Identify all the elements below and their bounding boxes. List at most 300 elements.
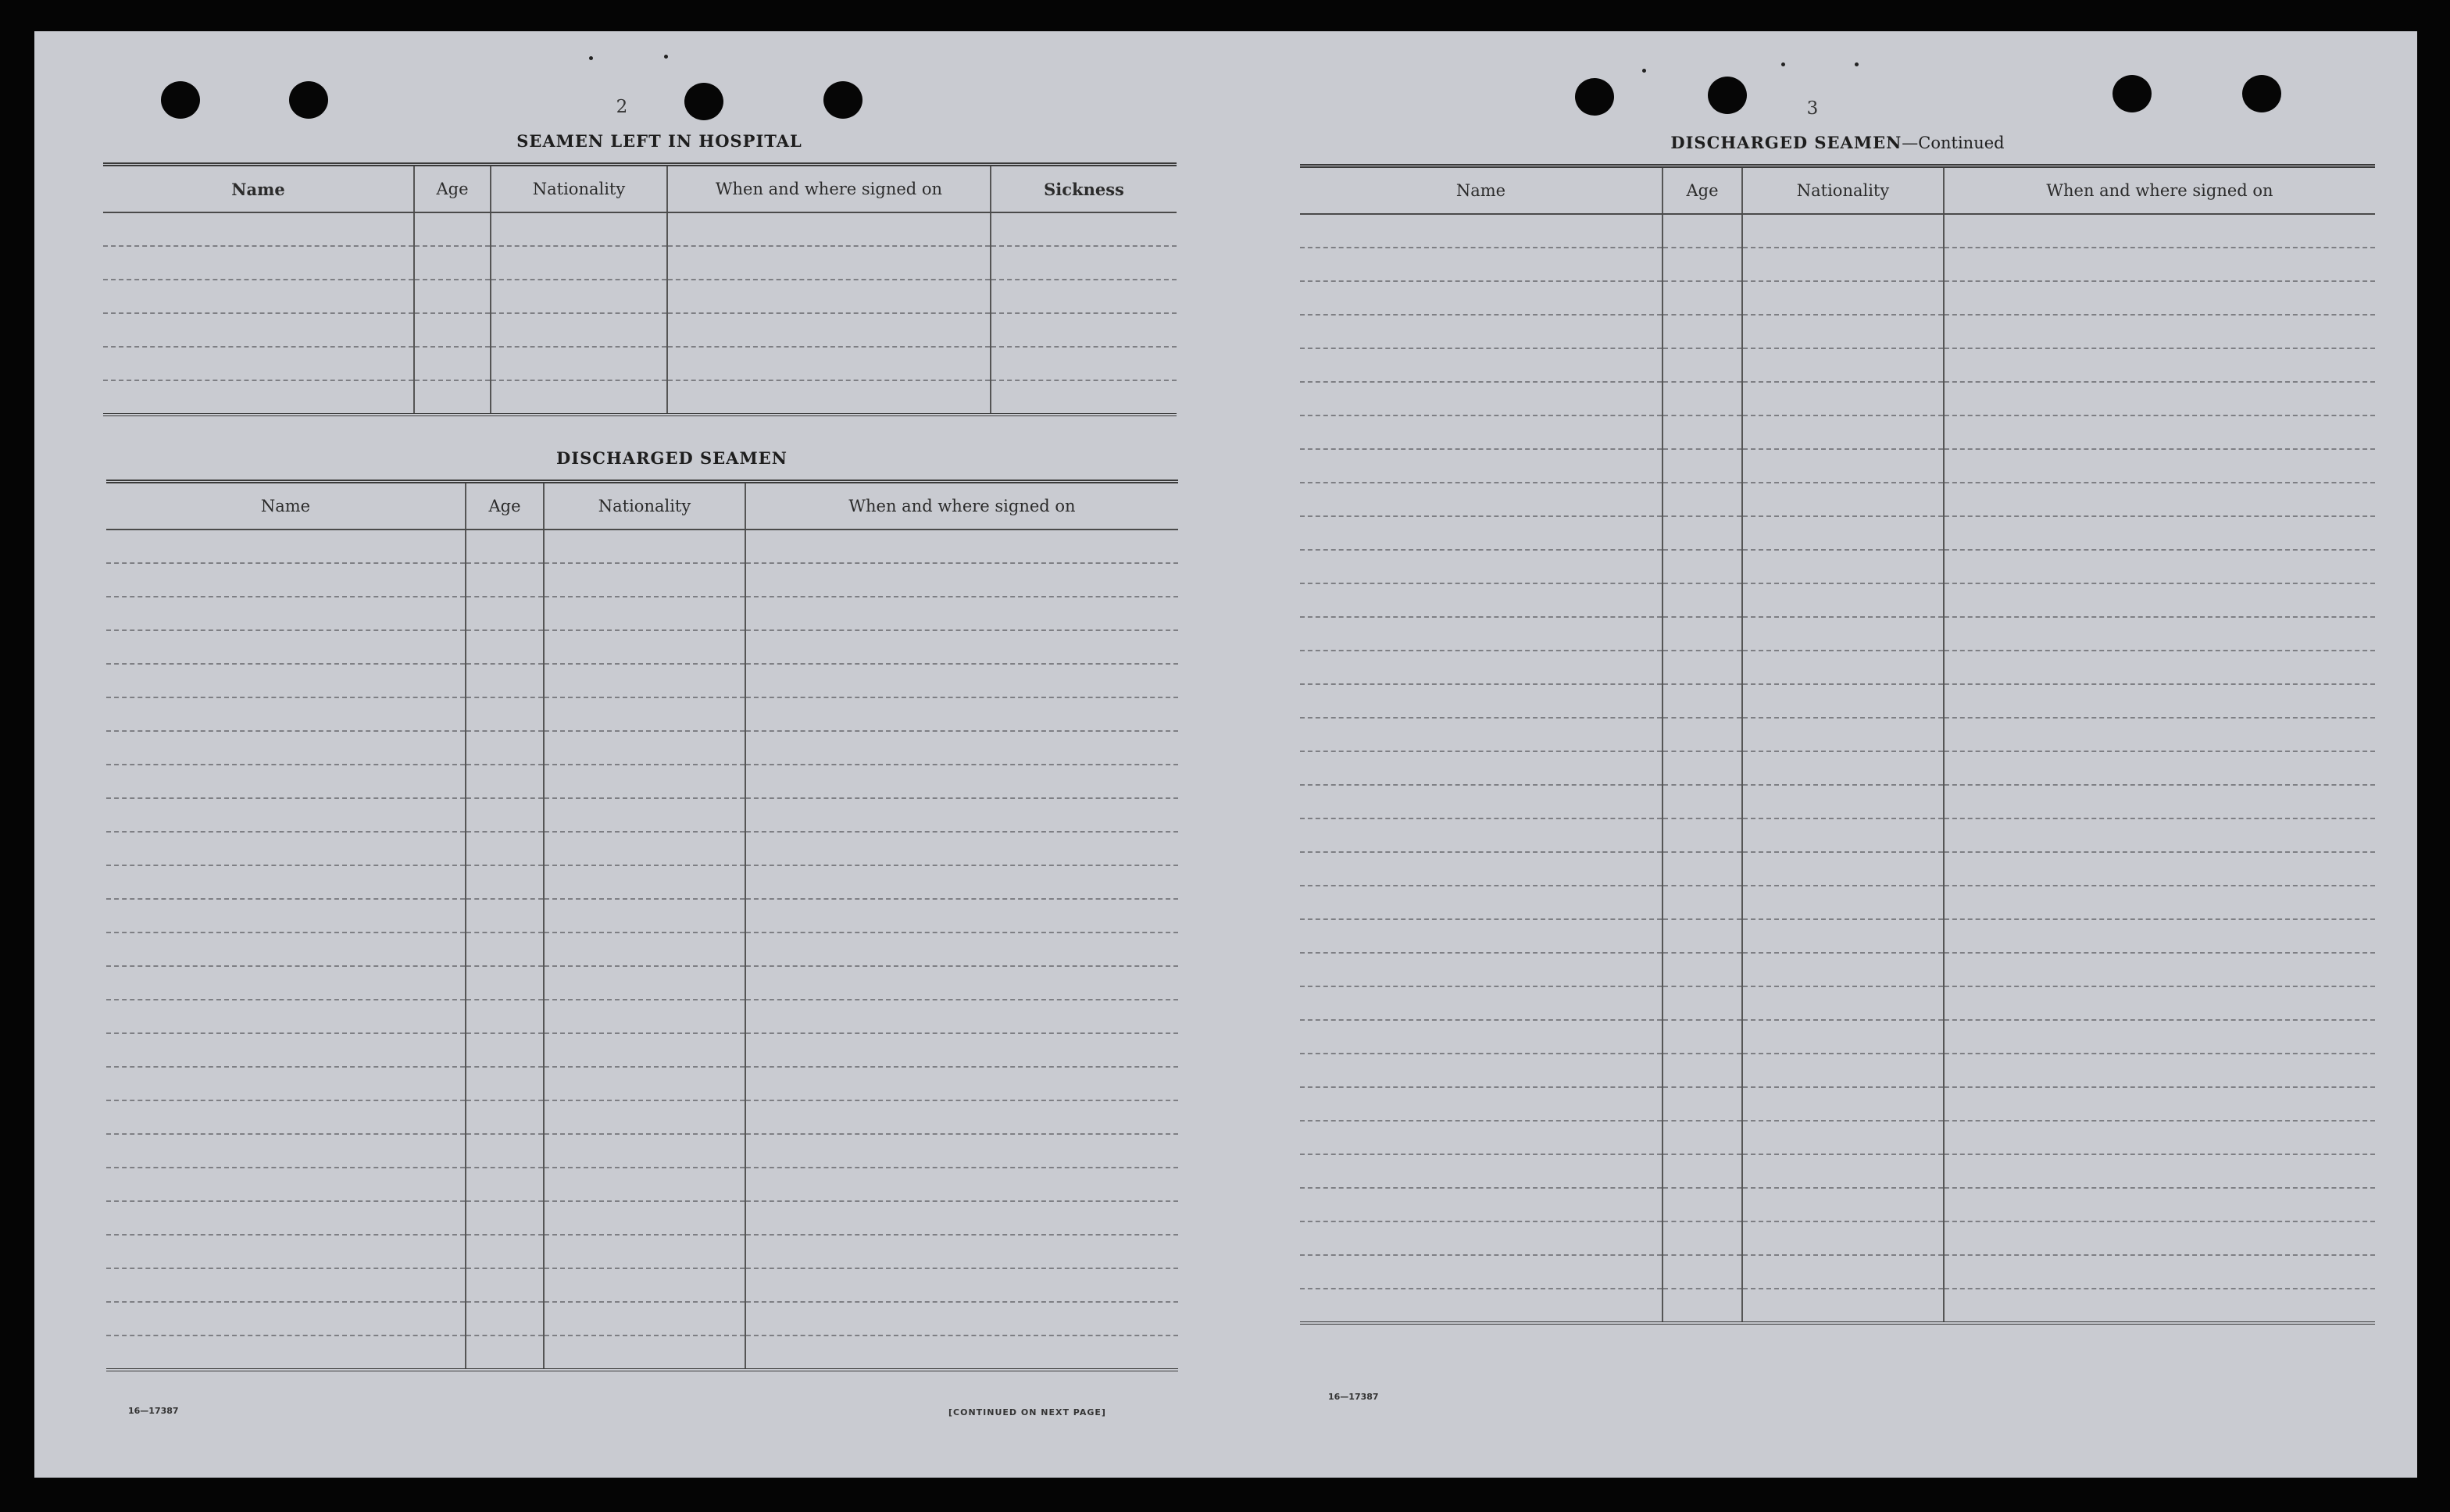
blank-cell: [1944, 281, 2375, 315]
blank-cell: [466, 1000, 544, 1033]
blank-cell: [544, 1067, 745, 1100]
blank-cell: [106, 865, 466, 899]
blank-cell: [667, 246, 991, 280]
blank-cell: [466, 899, 544, 933]
blank-cell: [1662, 1121, 1742, 1154]
discharged-table: [106, 480, 1178, 1371]
blank-cell: [106, 530, 466, 563]
speck: [1781, 62, 1785, 66]
blank-cell: [106, 1067, 466, 1100]
blank-cell: [103, 280, 414, 313]
blank-cell: [106, 765, 466, 798]
blank-cell: [745, 1268, 1178, 1302]
blank-cell: [1662, 214, 1742, 248]
blank-cell: [544, 630, 745, 664]
page-number-left: 2: [616, 97, 628, 117]
blank-cell: [103, 212, 414, 246]
blank-cell: [745, 563, 1178, 597]
blank-cell: [1662, 1154, 1742, 1188]
blank-cell: [1300, 1154, 1662, 1188]
table-row: [103, 280, 1177, 313]
blank-cell: [1742, 852, 1944, 886]
blank-cell: [1742, 483, 1944, 516]
blank-cell: [1662, 718, 1742, 751]
blank-cell: [1944, 415, 2375, 449]
blank-cell: [1300, 516, 1662, 550]
table-row: [106, 1100, 1178, 1134]
blank-cell: [106, 1302, 466, 1335]
blank-cell: [1662, 751, 1742, 785]
blank-cell: [1742, 1054, 1944, 1087]
blank-cell: [106, 832, 466, 865]
table-row: [1300, 415, 2375, 449]
blank-cell: [414, 246, 491, 280]
blank-cell: [544, 933, 745, 966]
table-row: [1300, 315, 2375, 348]
blank-cell: [1742, 1154, 1944, 1188]
blank-cell: [544, 1335, 745, 1370]
punch-hole: [1575, 78, 1614, 116]
blank-cell: [1944, 718, 2375, 751]
blank-cell: [491, 347, 667, 380]
blank-cell: [414, 380, 491, 415]
speck: [664, 55, 668, 59]
blank-cell: [1944, 583, 2375, 617]
blank-cell: [466, 1067, 544, 1100]
table-row: [1300, 718, 2375, 751]
table-row: [106, 1201, 1178, 1235]
blank-cell: [1300, 1188, 1662, 1221]
table-row: [1300, 818, 2375, 852]
blank-cell: [1742, 1087, 1944, 1121]
blank-cell: [466, 933, 544, 966]
blank-cell: [1742, 953, 1944, 986]
blank-cell: [1662, 953, 1742, 986]
blank-cell: [745, 597, 1178, 630]
blank-cell: [1662, 986, 1742, 1020]
blank-cell: [1944, 1121, 2375, 1154]
blank-cell: [1742, 919, 1944, 953]
speck: [1642, 69, 1646, 73]
blank-cell: [1662, 281, 1742, 315]
blank-cell: [1300, 852, 1662, 886]
blank-cell: [106, 1268, 466, 1302]
blank-cell: [1944, 1087, 2375, 1121]
table-row: [106, 1268, 1178, 1302]
blank-cell: [1300, 583, 1662, 617]
blank-cell: [1742, 214, 1944, 248]
punch-hole: [684, 83, 723, 120]
col-age-header: Age: [1662, 166, 1742, 215]
blank-cell: [544, 765, 745, 798]
blank-cell: [1300, 1121, 1662, 1154]
blank-cell: [103, 313, 414, 347]
blank-cell: [991, 212, 1177, 246]
col-sickness-header: Sickness: [991, 165, 1177, 213]
table-row: [106, 630, 1178, 664]
blank-cell: [106, 697, 466, 731]
blank-cell: [1300, 348, 1662, 382]
blank-cell: [106, 1235, 466, 1268]
blank-cell: [1944, 617, 2375, 651]
blank-cell: [106, 597, 466, 630]
blank-cell: [1944, 684, 2375, 718]
table-row: [1300, 1054, 2375, 1087]
blank-cell: [745, 1067, 1178, 1100]
blank-cell: [1742, 415, 1944, 449]
blank-cell: [1662, 1289, 1742, 1323]
blank-cell: [1944, 818, 2375, 852]
blank-cell: [466, 731, 544, 765]
blank-cell: [745, 765, 1178, 798]
blank-cell: [466, 530, 544, 563]
blank-cell: [1300, 651, 1662, 684]
table-row: [1300, 449, 2375, 483]
blank-cell: [414, 347, 491, 380]
punch-hole: [161, 81, 200, 119]
blank-cell: [1662, 684, 1742, 718]
table-row: [1300, 886, 2375, 919]
hospital-section-title: SEAMEN LEFT IN HOSPITAL: [516, 131, 802, 151]
blank-cell: [466, 664, 544, 697]
blank-cell: [1662, 886, 1742, 919]
blank-cell: [1742, 684, 1944, 718]
table-row: [106, 899, 1178, 933]
col-signed-on-header: When and where signed on: [667, 165, 991, 213]
form-code-right: 16—17387: [1328, 1392, 1379, 1402]
blank-cell: [1742, 751, 1944, 785]
blank-cell: [1944, 382, 2375, 415]
table-row: [106, 563, 1178, 597]
punch-hole: [2112, 75, 2152, 112]
blank-cell: [1662, 1020, 1742, 1054]
blank-cell: [106, 1000, 466, 1033]
blank-cell: [745, 697, 1178, 731]
blank-cell: [1742, 281, 1944, 315]
blank-cell: [103, 347, 414, 380]
blank-cell: [544, 1302, 745, 1335]
blank-cell: [106, 933, 466, 966]
blank-cell: [544, 731, 745, 765]
blank-cell: [1742, 583, 1944, 617]
blank-cell: [1300, 1020, 1662, 1054]
blank-cell: [1662, 1255, 1742, 1289]
blank-cell: [414, 313, 491, 347]
blank-cell: [745, 630, 1178, 664]
table-row: [106, 1134, 1178, 1168]
blank-cell: [466, 1235, 544, 1268]
table-row: [1300, 785, 2375, 818]
blank-cell: [1300, 818, 1662, 852]
blank-cell: [466, 1033, 544, 1067]
table-row: [1300, 516, 2375, 550]
blank-cell: [544, 530, 745, 563]
table-row: [106, 1335, 1178, 1370]
blank-cell: [1662, 516, 1742, 550]
blank-cell: [1662, 248, 1742, 281]
blank-cell: [466, 1201, 544, 1235]
blank-cell: [1300, 1289, 1662, 1323]
blank-cell: [466, 1335, 544, 1370]
blank-cell: [1300, 415, 1662, 449]
table-row: [1300, 1221, 2375, 1255]
blank-cell: [1742, 1221, 1944, 1255]
blank-cell: [106, 966, 466, 1000]
blank-cell: [745, 933, 1178, 966]
blank-cell: [1944, 248, 2375, 281]
blank-cell: [745, 865, 1178, 899]
blank-cell: [106, 798, 466, 832]
table-row: [1300, 1154, 2375, 1188]
table-row: [103, 380, 1177, 415]
table-row: [106, 697, 1178, 731]
table-row: [1300, 281, 2375, 315]
blank-cell: [1742, 1020, 1944, 1054]
blank-cell: [544, 1134, 745, 1168]
form-code-left: 16—17387: [128, 1406, 179, 1416]
blank-cell: [544, 865, 745, 899]
discharged-continued-title: [1486, 133, 2189, 152]
table-row: [1300, 1020, 2375, 1054]
col-nationality-header: Nationality: [544, 482, 745, 530]
blank-cell: [1300, 483, 1662, 516]
table-row: [1300, 382, 2375, 415]
blank-cell: [1300, 281, 1662, 315]
table-row: [106, 1033, 1178, 1067]
col-nationality-header: Nationality: [491, 165, 667, 213]
blank-cell: [106, 1335, 466, 1370]
blank-cell: [544, 899, 745, 933]
blank-cell: [991, 280, 1177, 313]
blank-cell: [1300, 315, 1662, 348]
col-signed-on-header: When and where signed on: [1944, 166, 2375, 215]
blank-cell: [544, 966, 745, 1000]
table-row: [1300, 1289, 2375, 1323]
blank-cell: [106, 630, 466, 664]
blank-cell: [1662, 1221, 1742, 1255]
blank-cell: [1742, 1121, 1944, 1154]
blank-cell: [745, 530, 1178, 563]
col-name-header: Name: [1300, 166, 1662, 215]
blank-cell: [745, 1100, 1178, 1134]
blank-cell: [745, 664, 1178, 697]
col-name-header: Name: [106, 482, 466, 530]
blank-cell: [103, 380, 414, 415]
blank-cell: [1742, 348, 1944, 382]
blank-cell: [1662, 785, 1742, 818]
table-row: [106, 1067, 1178, 1100]
col-nationality-header: Nationality: [1742, 166, 1944, 215]
table-row: [1300, 986, 2375, 1020]
blank-cell: [745, 1168, 1178, 1201]
page-number-right: 3: [1806, 98, 1819, 119]
col-name-header: Name: [103, 165, 414, 213]
blank-cell: [1742, 986, 1944, 1020]
blank-cell: [491, 280, 667, 313]
table-row: [1300, 583, 2375, 617]
blank-cell: [106, 899, 466, 933]
table-row: [103, 347, 1177, 380]
blank-cell: [745, 798, 1178, 832]
blank-cell: [544, 1000, 745, 1033]
punch-hole: [2242, 75, 2281, 112]
blank-cell: [466, 1134, 544, 1168]
blank-cell: [1742, 382, 1944, 415]
col-age-header: Age: [414, 165, 491, 213]
table-row: [1300, 684, 2375, 718]
hospital-rows: [103, 212, 1177, 415]
table-row: [1300, 919, 2375, 953]
blank-cell: [1944, 550, 2375, 583]
blank-cell: [1300, 986, 1662, 1020]
blank-cell: [1662, 651, 1742, 684]
blank-cell: [1944, 1221, 2375, 1255]
blank-cell: [1300, 751, 1662, 785]
blank-cell: [1300, 1054, 1662, 1087]
blank-cell: [414, 212, 491, 246]
blank-cell: [1742, 516, 1944, 550]
table-row: [106, 731, 1178, 765]
blank-cell: [466, 1168, 544, 1201]
blank-cell: [745, 832, 1178, 865]
blank-cell: [103, 246, 414, 280]
table-row: [106, 1000, 1178, 1033]
blank-cell: [466, 563, 544, 597]
blank-cell: [466, 865, 544, 899]
blank-cell: [1662, 449, 1742, 483]
blank-cell: [991, 313, 1177, 347]
blank-cell: [1944, 1020, 2375, 1054]
blank-cell: [491, 313, 667, 347]
discharged-continued-rows: [1300, 214, 2375, 1323]
blank-cell: [1662, 348, 1742, 382]
form-sheet: [34, 31, 2417, 1478]
table-row: [106, 664, 1178, 697]
table-row: [106, 765, 1178, 798]
blank-cell: [1662, 583, 1742, 617]
blank-cell: [106, 1033, 466, 1067]
table-row: [1300, 953, 2375, 986]
blank-cell: [1300, 684, 1662, 718]
table-row: [106, 865, 1178, 899]
blank-cell: [544, 832, 745, 865]
blank-cell: [491, 380, 667, 415]
blank-cell: [1662, 919, 1742, 953]
blank-cell: [106, 563, 466, 597]
blank-cell: [1742, 1255, 1944, 1289]
blank-cell: [745, 1335, 1178, 1370]
punch-hole: [1708, 77, 1747, 114]
table-row: [106, 832, 1178, 865]
blank-cell: [544, 1033, 745, 1067]
table-row: [106, 597, 1178, 630]
blank-cell: [544, 664, 745, 697]
blank-cell: [991, 347, 1177, 380]
blank-cell: [1944, 1154, 2375, 1188]
blank-cell: [1742, 818, 1944, 852]
table-row: [1300, 751, 2375, 785]
blank-cell: [1742, 785, 1944, 818]
blank-cell: [745, 1033, 1178, 1067]
blank-cell: [1944, 953, 2375, 986]
table-row: [103, 246, 1177, 280]
blank-cell: [1944, 919, 2375, 953]
table-row: [1300, 1255, 2375, 1289]
blank-cell: [544, 798, 745, 832]
blank-cell: [1944, 986, 2375, 1020]
blank-cell: [745, 1235, 1178, 1268]
col-age-header: Age: [466, 482, 544, 530]
blank-cell: [1742, 617, 1944, 651]
blank-cell: [1662, 1087, 1742, 1121]
table-row: [106, 1302, 1178, 1335]
table-row: [1300, 550, 2375, 583]
blank-cell: [1742, 886, 1944, 919]
blank-cell: [1944, 1054, 2375, 1087]
blank-cell: [667, 212, 991, 246]
blank-cell: [1300, 214, 1662, 248]
col-signed-on-header: When and where signed on: [745, 482, 1178, 530]
table-row: [1300, 248, 2375, 281]
blank-cell: [1742, 718, 1944, 751]
blank-cell: [544, 1100, 745, 1134]
blank-cell: [1662, 617, 1742, 651]
blank-cell: [1944, 1289, 2375, 1323]
blank-cell: [745, 1201, 1178, 1235]
blank-cell: [1662, 415, 1742, 449]
blank-cell: [1742, 550, 1944, 583]
blank-cell: [544, 1201, 745, 1235]
blank-cell: [491, 212, 667, 246]
blank-cell: [106, 664, 466, 697]
table-row: [1300, 1188, 2375, 1221]
blank-cell: [466, 1100, 544, 1134]
blank-cell: [1944, 886, 2375, 919]
blank-cell: [1300, 550, 1662, 583]
blank-cell: [1742, 248, 1944, 281]
blank-cell: [1742, 449, 1944, 483]
table-row: [106, 966, 1178, 1000]
discharged-rows: [106, 530, 1178, 1370]
blank-cell: [466, 697, 544, 731]
blank-cell: [745, 1134, 1178, 1168]
blank-cell: [1300, 617, 1662, 651]
table-row: [106, 530, 1178, 563]
table-row: [1300, 1121, 2375, 1154]
blank-cell: [1944, 651, 2375, 684]
table-row: [1300, 214, 2375, 248]
blank-cell: [544, 1268, 745, 1302]
blank-cell: [414, 280, 491, 313]
blank-cell: [1662, 852, 1742, 886]
table-row: [1300, 852, 2375, 886]
blank-cell: [1662, 315, 1742, 348]
blank-cell: [1300, 1221, 1662, 1255]
punch-hole: [823, 81, 862, 119]
blank-cell: [1300, 382, 1662, 415]
blank-cell: [667, 280, 991, 313]
blank-cell: [991, 380, 1177, 415]
blank-cell: [1662, 818, 1742, 852]
blank-cell: [466, 966, 544, 1000]
blank-cell: [1300, 953, 1662, 986]
blank-cell: [1300, 449, 1662, 483]
blank-cell: [1944, 315, 2375, 348]
blank-cell: [1944, 751, 2375, 785]
blank-cell: [745, 1302, 1178, 1335]
blank-cell: [1944, 483, 2375, 516]
table-row: [1300, 617, 2375, 651]
